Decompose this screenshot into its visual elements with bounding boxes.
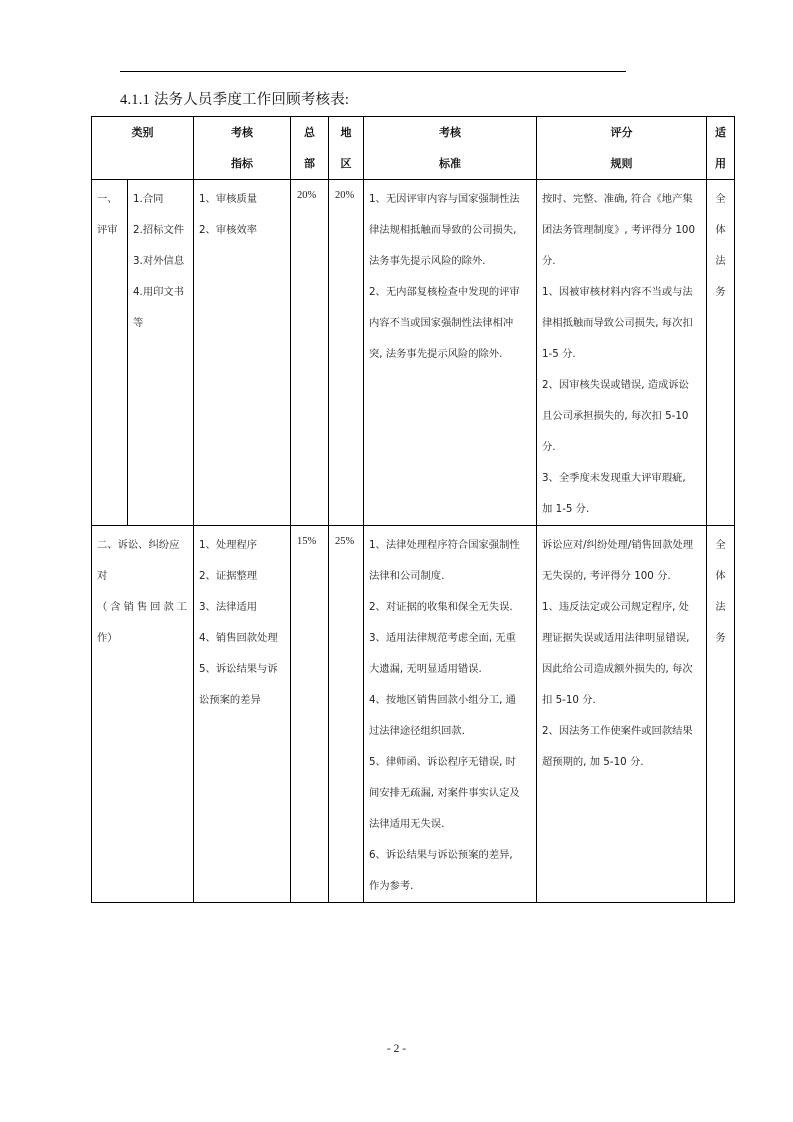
row2-scoring: 诉讼应对/纠纷处理/销售回款处理 无失误的, 考评得分 100 分. 1、违反法定或公司规定程序, 处 理证据失误或适用法律明显错误, 因此给公司造成额外损失的, 每次 扣 5-10 分. 2、因法务工作使案件或回款结果 超预期的, 加 5-10 分.	[537, 526, 707, 903]
row1-category: 一、 评审	[92, 180, 128, 526]
row1-subcategory: 1.合同 2.招标文件 3.对外信息 4.用印文书 等	[128, 180, 194, 526]
row1-applicable: 全 体 法 务	[707, 180, 735, 526]
header-rule	[120, 71, 626, 72]
table-row	[92, 180, 735, 526]
header-indicator: 考核 指标	[194, 117, 291, 180]
row2-indicator: 1、处理程序 2、证据整理 3、法律适用 4、销售回款处理 5、诉讼结果与诉 讼预案的差异	[194, 526, 291, 903]
header-region: 地 区	[329, 117, 364, 180]
header-standard: 考核 标准	[364, 117, 537, 180]
header-applicable: 适 用	[707, 117, 735, 180]
row1-indicator: 1、审核质量 2、审核效率	[194, 180, 291, 526]
review-assessment-table	[91, 116, 735, 903]
row2-category: 二、诉讼、纠纷应 对 （含销售回款工 作）	[92, 526, 194, 903]
header-scoring: 评分 规则	[537, 117, 707, 180]
row1-scoring: 按时、完整、准确, 符合《地产集 团法务管理制度》, 考评得分 100 分. 1、因被审核材料内容不当或与法 律相抵触而导致公司损失, 每次扣 1-5 分. 2、因审核失误或错误, 造成诉讼 且公司承担损失的, 每次扣 5-10 分. 3、全季度未发现重大评审瑕疵, 加 1-5 分.	[537, 180, 707, 526]
row2-hq-weight: 15%	[291, 526, 329, 903]
row2-standard: 1、法律处理程序符合国家强制性 法律和公司制度. 2、对证据的收集和保全无失误. 3、适用法律规范考虑全面, 无重 大遗漏, 无明显适用错误. 4、按地区销售回款小组分工, 通 过法律途径组织回款. 5、律师函、诉讼程序无错误, 时 间安排无疏漏, 对案件事实认定及 法律适用无失误. 6、诉讼结果与诉讼预案的差异, 作为参考.	[364, 526, 537, 903]
row1-hq-weight: 20%	[291, 180, 329, 526]
section-title: 4.1.1 法务人员季度工作回顾考核表:	[120, 92, 350, 108]
row2-applicable: 全 体 法 务	[707, 526, 735, 903]
table-row	[92, 526, 735, 903]
page-number: - 2 -	[386, 1043, 407, 1055]
row1-standard: 1、无因评审内容与国家强制性法 律法规相抵触而导致的公司损失, 法务事先提示风险的除外. 2、无内部复核检查中发现的评审 内容不当或国家强制性法律相冲 突, 法务事先提示风险的除外.	[364, 180, 537, 526]
row1-region-weight: 20%	[329, 180, 364, 526]
table-header-row	[92, 117, 735, 180]
header-hq: 总 部	[291, 117, 329, 180]
header-category: 类别	[92, 117, 194, 180]
row2-region-weight: 25%	[329, 526, 364, 903]
